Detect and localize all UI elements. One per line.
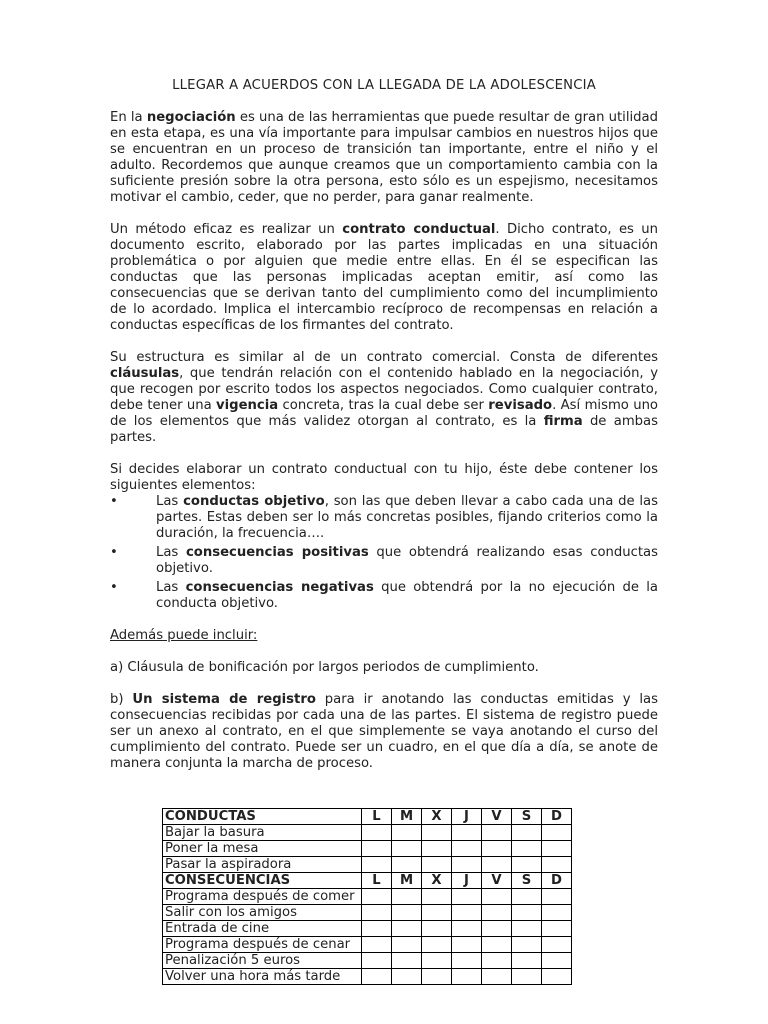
table-row: Bajar la basura xyxy=(163,825,572,841)
list-item: • Las conductas objetivo, son las que deben llevar a cabo cada una de las partes. Estas deben ser lo más concretas posibles, fijando criterios como la duración, la frecuencia…. xyxy=(110,494,658,541)
registro-table xyxy=(162,808,572,985)
paragraph-estructura: Su estructura es similar al de un contrato comercial. Consta de diferentes cláusulas, que tendrán relación con el contenido hablado en la negociación, y que recogen por escrito todos los aspectos negociados. Como cualquier contrato, debe tener una vigencia concreta, tras la cual debe ser revisado. Así mismo uno de los elementos que más validez otorgan al contrato, es la firma de ambas partes. xyxy=(110,350,658,445)
term-negociacion: negociación xyxy=(146,110,236,125)
term-sistema-registro: Un sistema de registro xyxy=(132,692,316,707)
document-page xyxy=(110,78,658,772)
table-row: Programa después de comer xyxy=(163,889,572,905)
paragraph-contrato: Un método eficaz es realizar un contrato conductual. Dicho contrato, es un documento escrito, elaborado por las partes implicadas en una situación problemática o por alguien que medie entre ellas. En él se especifican las conductas que las personas implicadas aceptan emitir, así como las consecuencias que se derivan tanto del cumplimiento como del incumplimiento de lo acordado. Implica el intercambio recíproco de recompensas en relación a conductas específicas de los firmantes del contrato. xyxy=(110,222,658,333)
term-clausulas: cláusulas xyxy=(110,366,180,381)
document-title: LLEGAR A ACUERDOS CON LA LLEGADA DE LA ADOLESCENCIA xyxy=(172,78,596,93)
table-row: Penalización 5 euros xyxy=(163,953,572,969)
table-header-row: CONSECUENCIAS L M X J V S D xyxy=(163,873,572,889)
item-a-bonificacion: a) Cláusula de bonificación por largos periodos de cumplimiento. xyxy=(110,660,539,675)
table-row: Poner la mesa xyxy=(163,841,572,857)
table-row: Entrada de cine xyxy=(163,921,572,937)
term-vigencia: vigencia xyxy=(216,398,279,413)
table-row: Salir con los amigos xyxy=(163,905,572,921)
table-header-row: CONDUCTAS L M X J V S D xyxy=(163,809,572,825)
term-firma: firma xyxy=(543,414,583,429)
bullet-icon: • xyxy=(110,494,118,509)
list-item: • Las consecuencias positivas que obtendrá realizando esas conductas objetivo. xyxy=(110,545,658,576)
paragraph-elementos: Si decides elaborar un contrato conductual con tu hijo, éste debe contener los siguientes elementos: xyxy=(110,462,658,493)
term-revisado: revisado xyxy=(488,398,553,413)
bullet-icon: • xyxy=(110,580,118,595)
term-contrato-conductual: contrato conductual xyxy=(342,222,496,237)
table-row: Pasar la aspiradora xyxy=(163,857,572,873)
bullet-icon: • xyxy=(110,545,118,560)
section-heading-ademas: Además puede incluir: xyxy=(110,628,258,643)
table-row: Volver una hora más tarde xyxy=(163,969,572,985)
header-conductas: CONDUCTAS xyxy=(163,809,362,825)
paragraph-negociacion: En la negociación es una de las herramientas que puede resultar de gran utilidad en esta etapa, es una vía importante para impulsar cambios en nuestros hijos que se encuentran en un proceso de transición tan importante, entre el niño y el adulto. Recordemos que aunque creamos que un comportamiento cambia con la suficiente presión sobre la otra persona, esto sólo es un espejismo, necesitamos motivar el cambio, ceder, que no perder, para ganar realmente. xyxy=(110,110,658,205)
list-item: • Las consecuencias negativas que obtendrá por la no ejecución de la conducta objetivo. xyxy=(110,580,658,611)
table-row: Programa después de cenar xyxy=(163,937,572,953)
item-b-registro: b) Un sistema de registro para ir anotando las conductas emitidas y las consecuencias recibidas por cada una de las partes. El sistema de registro puede ser un anexo al contrato, en el que simplemente se vaya anotando el curso del cumplimiento del contrato. Puede ser un cuadro, en el que día a día, se anote de manera conjunta la marcha de proceso. xyxy=(110,692,658,771)
header-consecuencias: CONSECUENCIAS xyxy=(163,873,362,889)
